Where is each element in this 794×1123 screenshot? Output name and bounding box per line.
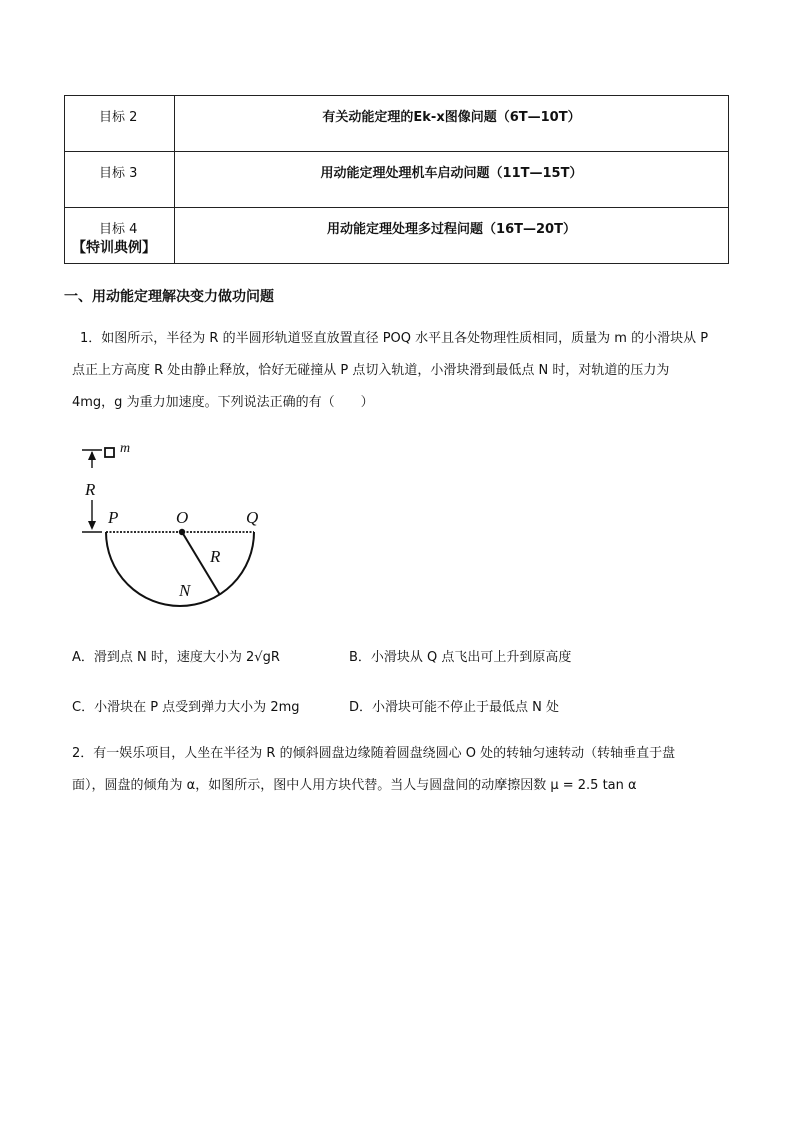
goals-table xyxy=(64,95,729,264)
q2-line2: 面），圆盘的倾角为 α，如图所示，图中人用方块代替。当人与圆盘间的动摩擦因数 μ = 2.5 tan α xyxy=(72,778,637,793)
goal-row xyxy=(65,96,729,152)
subsection-title: 一、用动能定理解决变力做功问题 xyxy=(64,289,274,305)
q1-line1: 1．如图所示，半径为 R 的半圆形轨道竖直放置直径 POQ 水平且各处物理性质相同，质量为 m 的小滑块从 P xyxy=(80,331,709,346)
q1-option-c: C．小滑块在 P 点受到弹力大小为 2mg xyxy=(72,700,300,715)
q1-option-d: D．小滑块可能不停止于最低点 N 处 xyxy=(349,700,559,715)
label-m: m xyxy=(120,441,131,456)
arrow-up-head xyxy=(88,451,96,460)
q2-line1: 2．有一娱乐项目，人坐在半径为 R 的倾斜圆盘边缘随着圆盘绕圆心 O 处的转轴匀速转动（转轴垂直于盘 xyxy=(72,746,676,761)
goal-desc: 有关动能定理的Ek-x图像问题（6T—10T） xyxy=(175,96,729,152)
goal-row xyxy=(65,152,729,208)
label-O: O xyxy=(176,508,189,527)
section-header: 【特训典例】 xyxy=(72,240,156,256)
goal-label: 目标 4 xyxy=(65,208,175,264)
q1-line3: 4mg，g 为重力加速度。下列说法正确的有（ ） xyxy=(72,395,374,410)
semicircle-track-figure xyxy=(78,440,278,619)
block-m xyxy=(105,448,114,457)
goal-label: 目标 2 xyxy=(65,96,175,152)
goal-label: 目标 3 xyxy=(65,152,175,208)
label-P: P xyxy=(108,508,119,527)
label-R-radius: R xyxy=(210,547,221,566)
goal-desc: 用动能定理处理多过程问题（16T—20T） xyxy=(175,208,729,264)
q1-option-b: B．小滑块从 Q 点飞出可上升到原高度 xyxy=(349,650,572,665)
label-R-height: R xyxy=(85,480,96,499)
arrow-down-head xyxy=(88,521,96,530)
goal-desc: 用动能定理处理机车启动问题（11T—15T） xyxy=(175,152,729,208)
label-N: N xyxy=(179,581,191,600)
goal-row xyxy=(65,208,729,264)
q1-option-a: A．滑到点 N 时，速度大小为 2√gR xyxy=(72,650,280,665)
label-Q: Q xyxy=(246,508,259,527)
q1-line2: 点正上方高度 R 处由静止释放，恰好无碰撞从 P 点切入轨道，小滑块滑到最低点 N 时，对轨道的压力为 xyxy=(72,363,670,378)
